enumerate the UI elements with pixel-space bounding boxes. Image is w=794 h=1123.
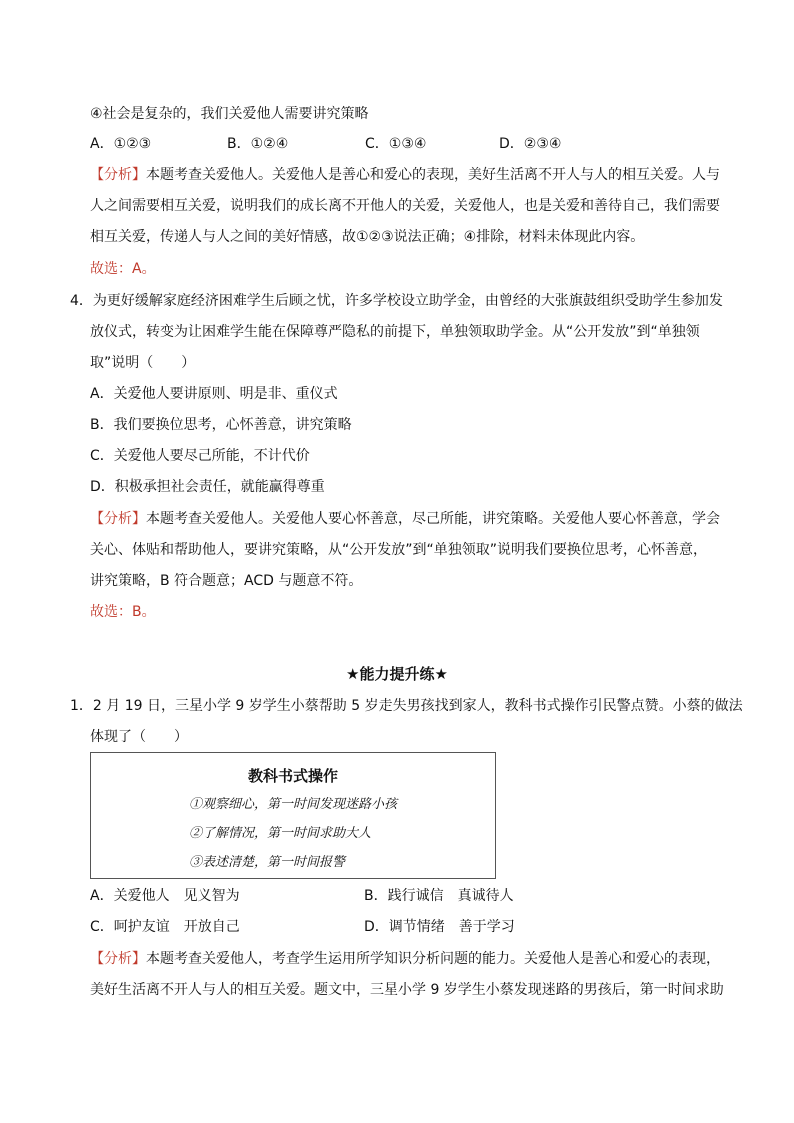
q3-analysis-tag: 【分析】 — [90, 167, 146, 183]
q1-box-title: 教科书式操作 — [247, 767, 338, 785]
q1-box-item-2: ②了解情况，第一时间求助大人 — [189, 826, 372, 841]
q1-option-d[interactable]: D．调节情绪 善于学习 — [364, 919, 515, 935]
q1-stem-line-1: 1．2 月 19 日，三星小学 9 岁学生小蔡帮助 5 岁走失男孩找到家人，教科书式操作引民警点赞。小蔡的做法 — [70, 698, 743, 714]
section-title: ★能力提升练★ — [346, 665, 448, 683]
q3-answer: 故选：A。 — [90, 261, 156, 277]
q4-option-d[interactable]: D．积极承担社会责任，就能赢得尊重 — [90, 479, 325, 495]
q1-stem-line-2: 体现了（ ） — [90, 729, 188, 745]
q1-option-a[interactable]: A．关爱他人 见义智为 — [90, 888, 240, 904]
q3-item4: ④社会是复杂的，我们关爱他人需要讲究策略 — [90, 106, 369, 122]
q1-analysis-line-1: 【分析】本题考查关爱他人，考查学生运用所学知识分析问题的能力。关爱他人是善心和爱心的表现， — [90, 951, 720, 967]
q1-option-b[interactable]: B．践行诚信 真诚待人 — [364, 888, 514, 904]
q4-analysis-tag: 【分析】 — [90, 511, 146, 527]
q4-analysis-line-1: 【分析】本题考查关爱他人。关爱他人要心怀善意，尽己所能，讲究策略。关爱他人要心怀善意，学会 — [90, 511, 720, 527]
q4-option-b[interactable]: B．我们要换位思考，心怀善意，讲究策略 — [90, 417, 352, 433]
q1-material-box — [90, 752, 496, 879]
q3-option-d[interactable]: D．②③④ — [499, 136, 562, 152]
q4-answer: 故选：B。 — [90, 604, 156, 620]
q4-option-a[interactable]: A．关爱他人要讲原则、明是非、重仪式 — [90, 386, 338, 402]
q1-box-item-3: ③表述清楚，第一时间报警 — [189, 855, 346, 870]
q4-stem-line-1: 4．为更好缓解家庭经济困难学生后顾之忧，许多学校设立助学金，由曾经的大张旗鼓组织受助学生参加发 — [70, 293, 723, 309]
q4-analysis-line-3: 讲究策略，B 符合题意；ACD 与题意不符。 — [90, 573, 363, 589]
q3-analysis-line-1: 【分析】本题考查关爱他人。关爱他人是善心和爱心的表现，美好生活离不开人与人的相互关爱。人与 — [90, 167, 720, 183]
q1-box-item-1: ①观察细心，第一时间发现迷路小孩 — [189, 797, 398, 812]
q3-analysis-line-2: 人之间需要相互关爱，说明我们的成长离不开他人的关爱，关爱他人，也是关爱和善待自己，我们需要 — [90, 198, 720, 214]
q1-analysis-tag: 【分析】 — [90, 951, 146, 967]
q1-analysis-line-2: 美好生活离不开人与人的相互关爱。题文中，三星小学 9 岁学生小蔡发现迷路的男孩后，第一时间求助 — [90, 982, 724, 998]
q4-stem-line-2: 放仪式，转变为让困难学生能在保障尊严隐私的前提下，单独领取助学金。从“公开发放”到“单独领 — [90, 324, 700, 340]
q1-option-c[interactable]: C．呵护友谊 开放自己 — [90, 919, 240, 935]
q4-analysis-line-2: 关心、体贴和帮助他人，要讲究策略，从“公开发放”到“单独领取”说明我们要换位思考，心怀善意， — [90, 542, 708, 558]
q3-options — [90, 134, 650, 154]
q3-analysis-line-3: 相互关爱，传递人与人之间的美好情感，故①②③说法正确；④排除，材料未体现此内容。 — [90, 229, 645, 245]
q3-option-a[interactable]: A．①②③ — [90, 136, 152, 152]
q4-stem-line-3: 取”说明（ ） — [90, 355, 196, 371]
q4-option-c[interactable]: C．关爱他人要尽己所能，不计代价 — [90, 448, 310, 464]
q3-option-b[interactable]: B．①②④ — [227, 136, 289, 152]
q3-option-c[interactable]: C．①③④ — [365, 136, 427, 152]
